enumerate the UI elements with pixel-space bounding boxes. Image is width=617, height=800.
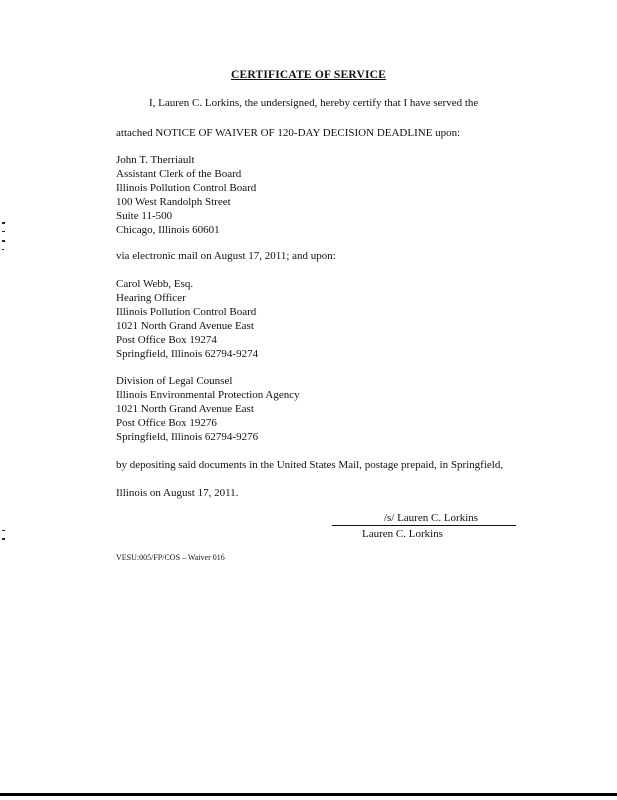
scan-mark xyxy=(2,222,5,224)
date-line: Illinois on August 17, 2011. xyxy=(116,487,239,499)
address-line: 1021 North Grand Avenue East xyxy=(116,403,254,415)
scan-mark xyxy=(2,240,5,242)
scan-mark xyxy=(2,530,5,531)
service-method-line: via electronic mail on August 17, 2011; and upon: xyxy=(116,250,336,262)
recipient-3-address xyxy=(116,374,300,444)
address-line: Chicago, Illinois 60601 xyxy=(116,224,220,236)
deposit-line: by depositing said documents in the United States Mail, postage prepaid, in Springfield, xyxy=(116,459,504,471)
address-line: Division of Legal Counsel xyxy=(116,375,233,387)
address-line: Illinois Environmental Protection Agency xyxy=(116,389,300,401)
address-line: Illinois Pollution Control Board xyxy=(116,182,257,194)
address-line: 1021 North Grand Avenue East xyxy=(116,320,254,332)
address-line: Carol Webb, Esq. xyxy=(116,278,194,290)
intro-line-2: attached NOTICE OF WAIVER OF 120-DAY DECISION DEADLINE upon: xyxy=(116,127,461,139)
address-line: Hearing Officer xyxy=(116,292,186,304)
scan-mark xyxy=(2,231,5,232)
address-line: Suite 11-500 xyxy=(116,210,173,222)
recipient-2-address xyxy=(116,277,258,361)
signature-line: /s/ Lauren C. Lorkins xyxy=(332,511,516,526)
signer-name: Lauren C. Lorkins xyxy=(362,528,443,540)
address-line: Assistant Clerk of the Board xyxy=(116,168,242,180)
address-line: 100 West Randolph Street xyxy=(116,196,231,208)
address-line: Post Office Box 19276 xyxy=(116,417,217,429)
address-line: Post Office Box 19274 xyxy=(116,334,217,346)
intro-line-1: I, Lauren C. Lorkins, the undersigned, hereby certify that I have served the xyxy=(149,97,479,109)
file-reference: VESU:005/FP/COS – Waiver 016 xyxy=(116,553,225,562)
scan-mark xyxy=(2,249,4,250)
address-line: Illinois Pollution Control Board xyxy=(116,306,257,318)
bottom-scan-border xyxy=(0,793,617,796)
signature-block xyxy=(332,511,516,541)
recipient-1-address xyxy=(116,153,256,237)
address-line: John T. Therriault xyxy=(116,154,195,166)
scan-mark xyxy=(2,538,5,540)
address-line: Springfield, Illinois 62794-9274 xyxy=(116,348,259,360)
document-title: CERTIFICATE OF SERVICE xyxy=(230,69,387,81)
address-line: Springfield, Illinois 62794-9276 xyxy=(116,431,259,443)
